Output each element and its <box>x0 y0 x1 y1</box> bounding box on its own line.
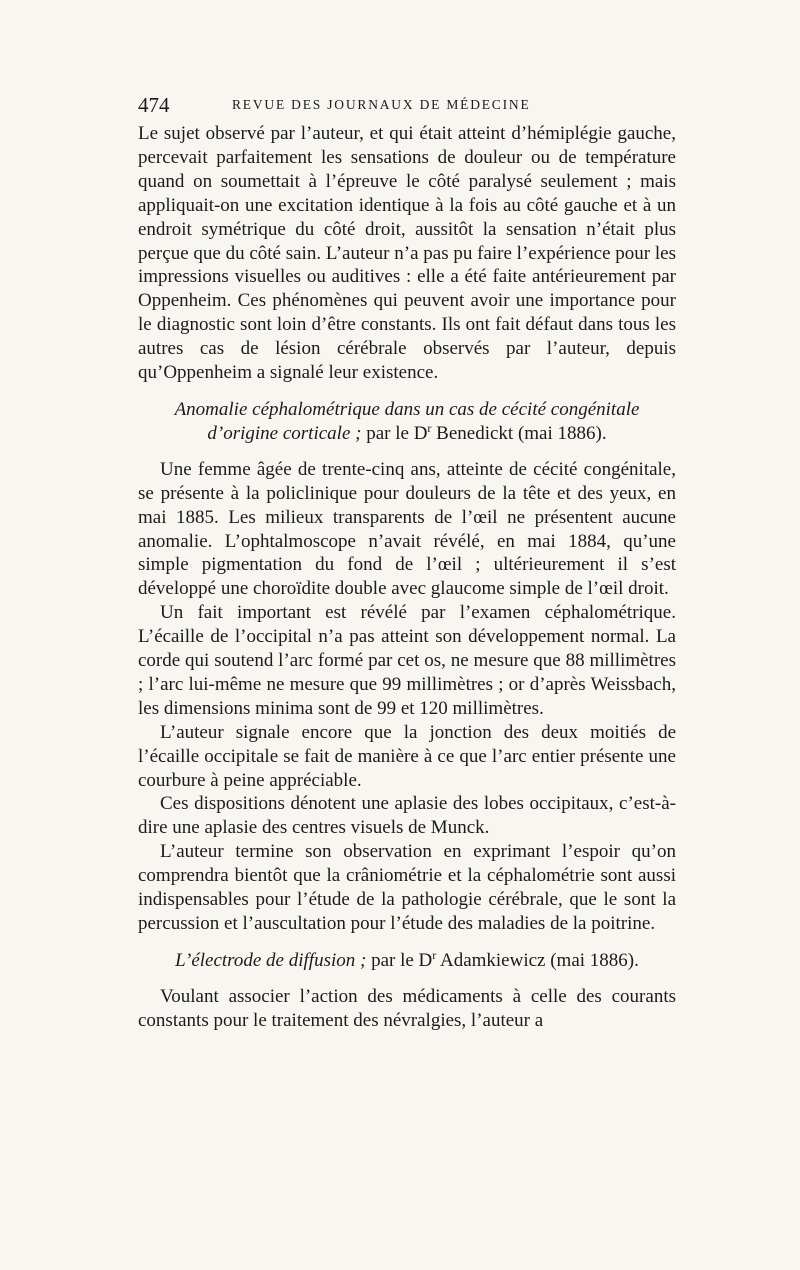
running-title: REVUE DES JOURNAUX DE MÉDECINE <box>232 97 531 112</box>
section-title-line2: d’origine corticale ; <box>207 422 362 444</box>
section-title-electrode-italic: L’électrode de diffusion ; <box>175 949 367 971</box>
byline-author-date: Adamkiewicz (mai 1886). <box>436 949 639 971</box>
paragraph: Voulant associer l’action des médicaments à celle des courants constants pour le traitement des névralgies, l’auteur a <box>138 985 676 1031</box>
paragraph: L’auteur signale encore que la jonction des deux moitiés de l’écaille occipitale se fait de manière à ce que l’arc entier présente une courbure à peine appréciable. <box>138 721 676 791</box>
section-title-line1: Anomalie céphalométrique dans un cas de cécité congénitale <box>174 398 640 420</box>
byline-prefix: par le D <box>361 422 428 444</box>
byline-prefix: par le D <box>366 949 433 971</box>
page-header <box>138 93 678 117</box>
byline-author-date: Benedickt (mai 1886). <box>431 422 607 444</box>
doctor-abbrev-sup: r <box>427 420 432 435</box>
section-title-cephalometry <box>138 398 676 446</box>
section-title-electrode <box>138 949 676 973</box>
page-body <box>138 122 676 1033</box>
paragraph: Un fait important est révélé par l’examen céphalométrique. L’écaille de l’occipital n’a pas atteint son développement normal. La corde qui soutend l’arc formé par cet os, ne mesure que 88 millimètres ; l’arc lui-même ne mesure que 99 millimètres ; or d’après Weissbach, les dimensions minima sont de 99 et 120 millimètres. <box>138 602 676 719</box>
doctor-abbrev-sup: r <box>432 947 437 962</box>
page-number: 474 <box>138 93 170 117</box>
paragraph-continued: Le sujet observé par l’auteur, et qui était atteint d’hémiplégie gauche, percevait parfaitement les sensations de douleur ou de température quand on soumettait à l’épreuve le côté paralysé seulement ; mais appliquait-on une excitation identique à la fois au côté gauche et à un endroit symétrique du côté droit, aussitôt la sensation n’était plus perçue que du côté sain. L’auteur n’a pas pu faire l’expérience pour les impressions visuelles ou auditives : elle a été faite antérieurement par Oppenheim. Ces phénomènes qui peuvent avoir une importance pour le diagnostic sont loin d’être constants. Ils ont fait défaut dans tous les autres cas de lésion cérébrale observés par l’auteur, depuis qu’Oppenheim a signalé leur existence. <box>138 123 676 384</box>
paragraph: Une femme âgée de trente-cinq ans, atteinte de cécité congénitale, se présente à la policlinique pour douleurs de la tête et des yeux, en mai 1885. Les milieux transparents de l’œil ne présentent aucune anomalie. L’ophtalmoscope n’avait révélé, en mai 1884, qu’une simple pigmentation du fond de l’œil ; ultérieurement il s’est développé une choroïdite double avec glaucome simple de l’œil droit. <box>138 458 676 600</box>
paragraph: Ces dispositions dénotent une aplasie des lobes occipitaux, c’est-à-dire une aplasie des centres visuels de Munck. <box>138 793 676 839</box>
paragraph: L’auteur termine son observation en exprimant l’espoir qu’on comprendra bientôt que la crâniométrie et la céphalométrie sont aussi indispensables pour l’étude de la pathologie cérébrale, que le sont la percussion et l’auscultation pour l’étude des maladies de la poitrine. <box>138 841 676 934</box>
